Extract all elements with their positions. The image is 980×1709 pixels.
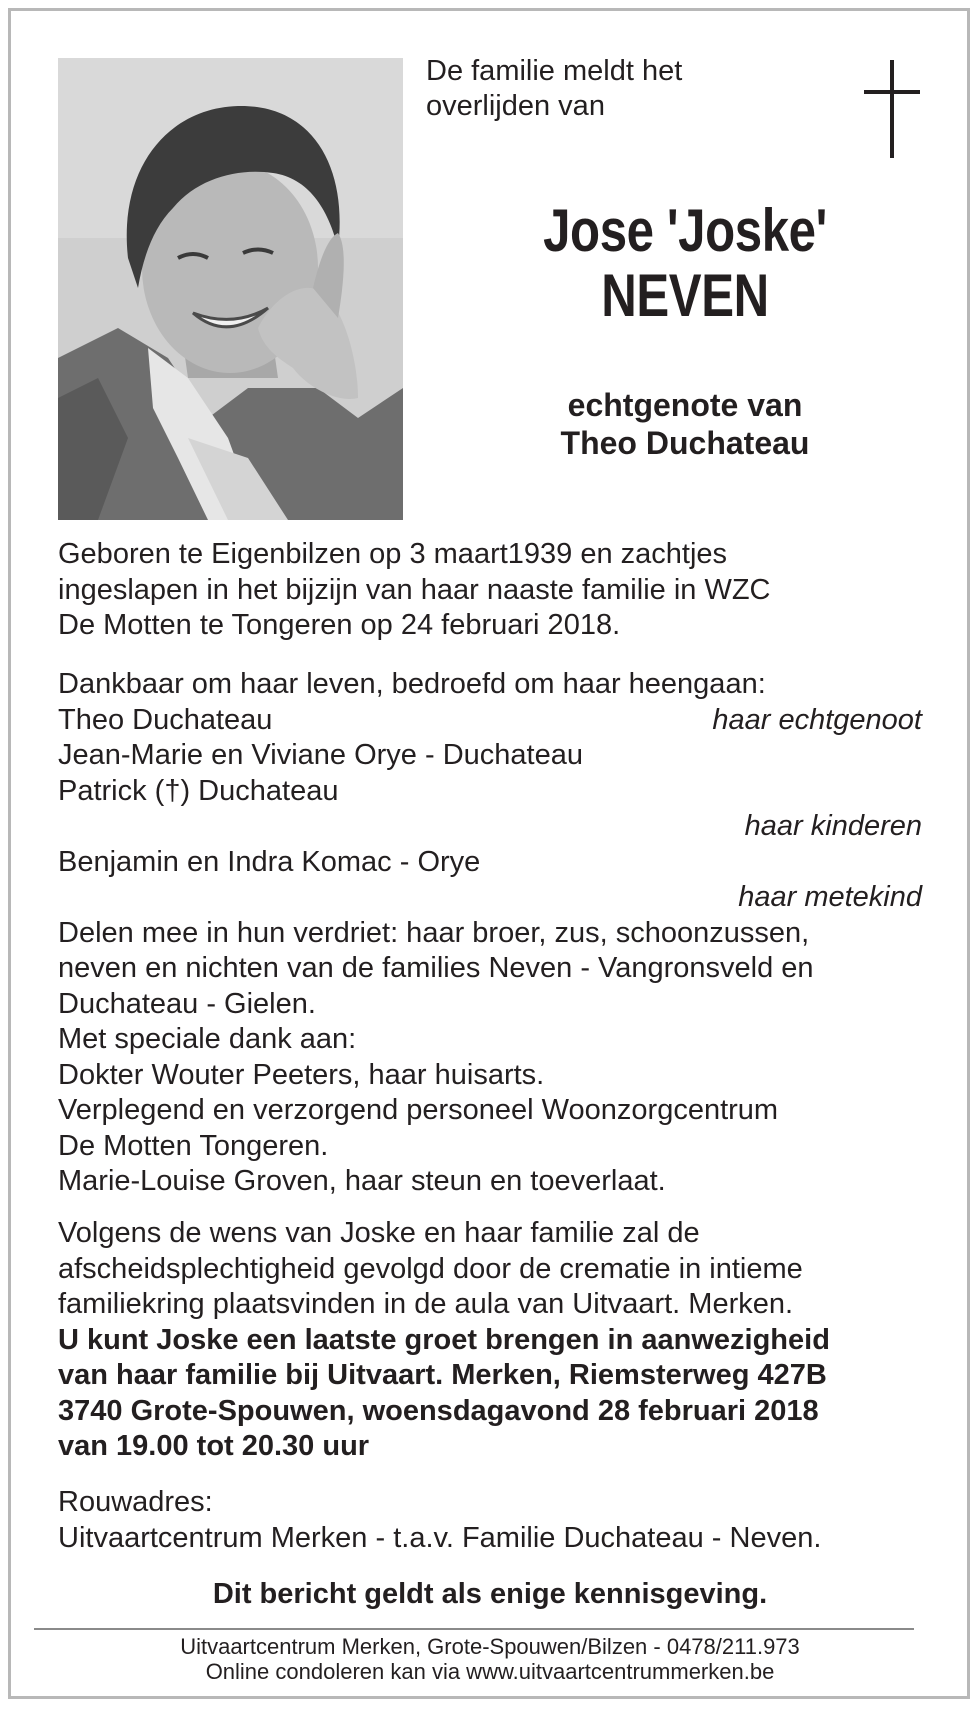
visit-line: U kunt Joske een laatste groet brengen in aanwezigheid [58,1323,830,1356]
text-line: De Motten te Tongeren op 24 februari 2018. [58,609,621,641]
footer [0,1634,980,1684]
funeral-paragraph [58,1216,922,1465]
text-line: Marie-Louise Groven, haar steun en toeverlaat. [58,1165,666,1197]
text-line: Dokter Wouter Peeters, haar huisarts. [58,1058,545,1091]
family-row [58,703,922,739]
text-line: neven en nichten van de families Neven - Vangronsveld en [58,952,814,984]
metekind-role: haar metekind [738,881,922,913]
text-line: afscheidsplechtigheid gevolgd door de crematie in intieme [58,1252,803,1285]
notice-statement: Dit bericht geldt als enige kennisgeving. [212,1578,768,1610]
text-line: De Motten Tongeren. [58,1129,329,1162]
spouse-info [420,386,950,462]
portrait-photo [58,58,403,520]
husband-role: haar echtgenoot [712,703,922,736]
husband-name: Theo Duchateau [58,703,273,736]
spouse-name: Theo Duchateau [560,425,810,461]
visit-line: 3740 Grote-Spouwen, woensdagavond 28 februari 2018 [58,1394,819,1427]
intro-line: De familie meldt het [426,55,683,87]
text-line: familiekring plaatsvinden in de aula van Uitvaart. Merken. [58,1288,794,1320]
footer-divider [34,1628,914,1630]
text-line: Geboren te Eigenbilzen op 3 maart1939 en zachtjes [58,538,728,570]
cross-icon [864,60,920,158]
deceased-name [468,198,903,328]
address-value: Uitvaartcentrum Merken - t.a.v. Familie Duchateau - Neven. [58,1521,822,1554]
child-line: Patrick (†) Duchateau [58,774,339,807]
visit-line: van haar familie bij Uitvaart. Merken, Riemsterweg 427B [58,1359,827,1391]
child-line: Jean-Marie en Viviane Orye - Duchateau [58,739,583,771]
children-role: haar kinderen [744,810,922,842]
footer-contact: Uitvaartcentrum Merken, Grote-Spouwen/Bilzen - 0478/211.973 [180,1634,800,1659]
deceased-last-name: NEVEN [601,262,769,329]
spouse-label: echtgenote van [567,387,803,423]
address-label: Rouwadres: [58,1486,213,1518]
intro-line: overlijden van [426,90,605,122]
intro-text [426,54,682,124]
deceased-first-name: Jose 'Joske' [543,197,827,264]
text-line: Delen mee in hun verdriet: haar broer, zus, schoonzussen, [58,916,810,949]
thanks-intro: Dankbaar om haar leven, bedroefd om haar heengaan: [58,668,766,700]
text-line: Volgens de wens van Joske en haar familie zal de [58,1217,700,1249]
visit-line: van 19.00 tot 20.30 uur [58,1430,370,1462]
mourning-address [58,1485,922,1556]
text-line: Duchateau - Gielen. [58,987,316,1020]
birth-death-paragraph [58,537,922,644]
family-paragraph [58,667,922,1200]
text-line: ingeslapen in het bijzijn van haar naaste familie in WZC [58,573,771,606]
text-line: Verplegend en verzorgend personeel Woonzorgcentrum [58,1094,779,1126]
footer-website[interactable]: Online condoleren kan via www.uitvaartcentrummerken.be [205,1659,775,1684]
text-line: Met speciale dank aan: [58,1023,357,1055]
metekind-name: Benjamin en Indra Komac - Orye [58,845,481,878]
